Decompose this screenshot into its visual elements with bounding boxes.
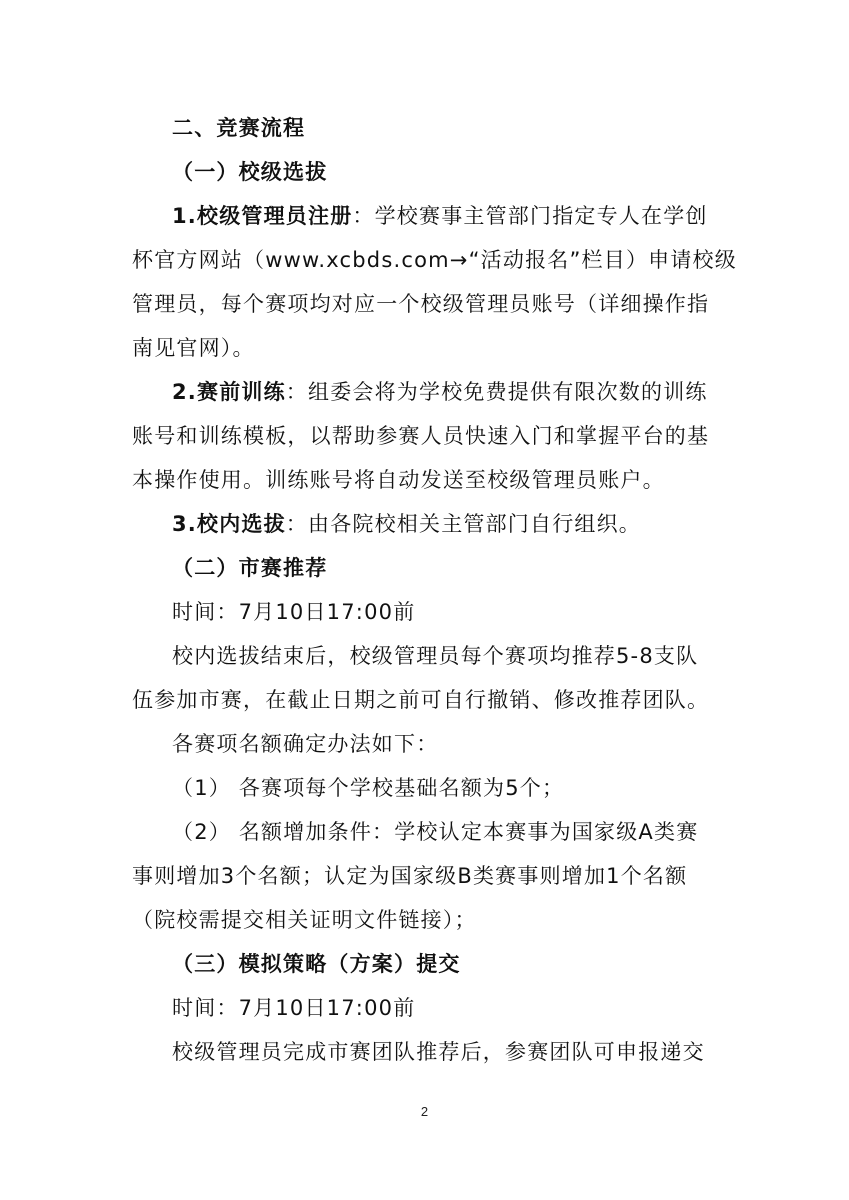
text-line	[132, 334, 732, 362]
text-line	[132, 290, 732, 318]
body-text: 事则增加3个名额；认定为国家级B类赛事则增加1个名额	[132, 864, 688, 888]
text-line	[172, 598, 772, 626]
text-line	[132, 246, 737, 274]
text-line	[172, 818, 772, 846]
heading-text: 3.校内选拔	[172, 512, 286, 536]
text-line	[132, 686, 732, 714]
text-line	[172, 994, 772, 1022]
text-line	[132, 466, 732, 494]
text-line	[132, 862, 732, 890]
body-text: 本操作使用。训练账号将自动发送至校级管理员账户。	[132, 468, 665, 492]
text-line	[172, 730, 772, 758]
heading-text: 1.校级管理员注册	[172, 204, 353, 228]
heading-text: 2.赛前训练	[172, 380, 286, 404]
body-text: 校内选拔结束后，校级管理员每个赛项均推荐5-8支队	[172, 644, 699, 668]
heading-text: （三）模拟策略（方案）提交	[172, 952, 461, 976]
body-text: 伍参加市赛，在截止日期之前可自行撤销、修改推荐团队。	[132, 688, 710, 712]
text-line	[172, 510, 772, 538]
text-line	[172, 1038, 772, 1066]
heading-text: （二）市赛推荐	[172, 556, 328, 580]
body-text: （2） 名额增加条件：学校认定本赛事为国家级A类赛	[172, 820, 699, 844]
body-text: ：学校赛事主管部门指定专人在学创	[352, 204, 708, 228]
text-line	[172, 642, 772, 670]
text-line	[172, 114, 772, 142]
body-text: ：由各院校相关主管部门自行组织。	[285, 512, 641, 536]
body-text: 时间：7月10日17:00前	[172, 996, 416, 1020]
body-text: ：组委会将为学校免费提供有限次数的训练	[285, 380, 708, 404]
text-line	[172, 378, 772, 406]
text-line	[172, 202, 772, 230]
body-text: 杯官方网站（www.xcbds.com→“活动报名”栏目）申请校级	[132, 248, 737, 272]
body-text: 南见官网）。	[132, 336, 255, 360]
body-text: 管理员，每个赛项均对应一个校级管理员账号（详细操作指	[132, 292, 710, 316]
body-text: 账号和训练模板，以帮助参赛人员快速入门和掌握平台的基	[132, 424, 710, 448]
text-line	[172, 158, 772, 186]
body-text: （1） 各赛项每个学校基础名额为5个；	[172, 776, 565, 800]
text-line	[172, 774, 772, 802]
heading-text: 二、竞赛流程	[172, 116, 306, 140]
body-text: 各赛项名额确定办法如下：	[172, 732, 439, 756]
body-text: 时间：7月10日17:00前	[172, 600, 416, 624]
page-number: 2	[420, 1104, 429, 1119]
text-line	[132, 422, 732, 450]
body-text: （院校需提交相关证明文件链接）；	[132, 908, 477, 932]
text-line	[172, 950, 772, 978]
body-text: 校级管理员完成市赛团队推荐后，参赛团队可申报递交	[172, 1040, 705, 1064]
text-line	[132, 906, 732, 934]
heading-text: （一）校级选拔	[172, 160, 328, 184]
text-line	[172, 554, 772, 582]
